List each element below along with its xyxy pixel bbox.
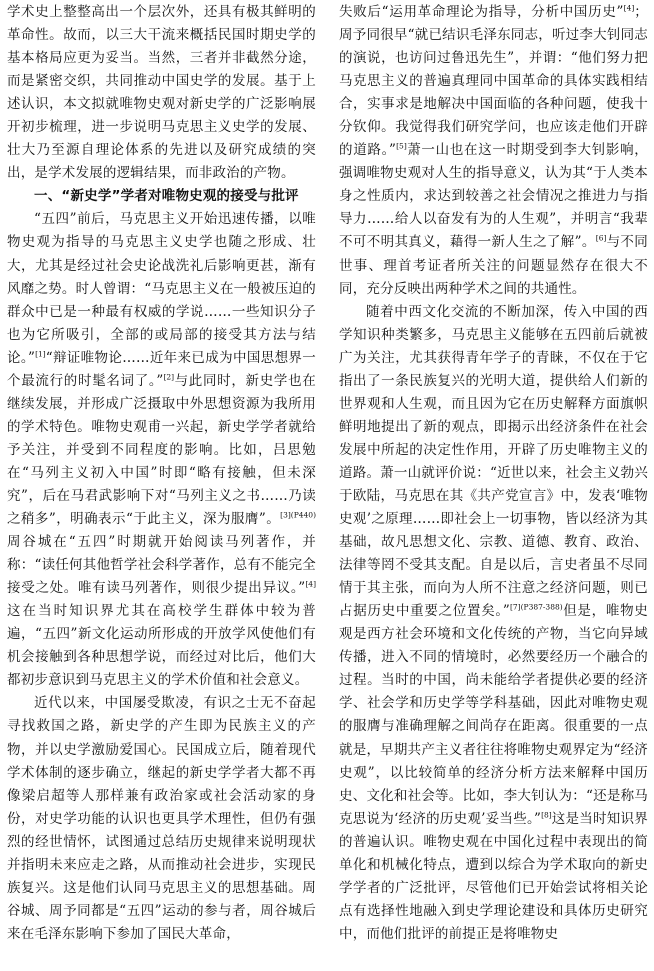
paragraph <box>339 1 648 301</box>
left-column <box>7 1 316 971</box>
text-segment: 近代以来，中国屡受欺凌，有识之士无不奋起寻找救国之路，新史学的产生即为民族主义的产物，并以史学激励爱国心。民国成立后，随着现代学术体制的逐步确立，继起的新史学学者大都不再像梁启超等人那样兼有政治家或社会活动家的身份，对史学功能的认识也更具学术理性，但仍有强烈的经世情怀，试图通过总结历史规律来说明现状并指明未来应走之路，从而推动社会进步，实现民族复兴。这是他们认同马克思主义的思想基础。周谷城、周予同都是“五四”运动的参与者，周谷城后来在毛泽东影响下参加了国民大革命， <box>7 695 316 942</box>
citation-ref: [1] <box>35 349 46 359</box>
citation-ref: [4] <box>623 3 635 13</box>
citation-ref: [6] <box>595 233 607 243</box>
text-segment: “五四”前后，马克思主义开始迅速传播，以唯物史观为指导的马克思主义史学也随之形成、壮大，尤其是经过社会史论战洗礼后影响更甚，渐有风靡之势。时人曾谓：“马克思主义在一般被压迫的群众中已是一种最有权威的学说……一些知识分子也为它所吸引，全部的或局部的接受其方法与结论。” <box>7 211 316 366</box>
right-column <box>339 1 648 971</box>
text-segment: 但是，唯物史观是西方社会环境和文化传统的产物，当它向异域传播，进入不同的情境时，必然要经历一个融合的过程。当时的中国，尚未能给学者提供必要的经济学、社会学和历史学等学科基础，因此对唯物史观的服膺与准确理解之间尚存在距离。很重要的一点就是，早期共产主义者往往将唯物史观界定为“经济史观”，以比较简单的经济分析方法来解释中国历史、文化和社会等。比如，李大钊认为：“还是称马克思说为‘经济的历史观’妥当些。” <box>339 603 648 827</box>
text-segment: “辩证唯物论……近年来已成为中国思想界一个最流行的时髦名词了。” <box>7 349 316 389</box>
citation-ref: [2] <box>163 372 175 382</box>
citation-ref: [5] <box>396 141 407 151</box>
text-segment: 与不同世事、理首考证者所关注的问题显然存在很大不同，充分反映出两种学术之间的共通性。 <box>339 234 648 297</box>
text-segment: 这是当时知识界的普遍认识。唯物史观在中国化过程中表现出的简单化和机械化特点，遭到以综合为学术取向的新史学学者的广泛批评，尽管他们已开始尝试将相关论点有选择性地融入到史学理论建设和具体历史研究中，而他们批评的前提正是将唯物史 <box>339 810 648 942</box>
paragraph <box>7 692 316 946</box>
text-segment: 周谷城在“五四”时期就开始阅读马列著作，并称：“读任何其他哲学社会科学著作，总有不能完全接受之处。唯有读马列著作，则很少提出异议。” <box>7 534 316 597</box>
text-segment: 萧一山也在这一时期受到李大钊影响，强调唯物史观对人生的指导意义，认为其“于人类本身之性质内，求达到较善之社会情况之推进力与指导力……给人以奋发有为的人生观”，并明言“我辈不可不明其真义，藉得一新人生之了解”。 <box>339 142 648 251</box>
text-segment: 学术史上整整高出一个层次外，还具有极其鲜明的革命性。故而，以三大干流来概括民国时期史学的基本格局应更为妥当。当然，三者并非截然分途，而是紧密交织，共同推动中国史学的发展。基于上述认识，本文拟就唯物史观对新史学的广泛影响展开初步梳理，进一步说明马克思主义史学的发展、壮大乃至源自理论体系的先进以及研究成绩的突出，是学术发展的逻辑结果，而非政治的产物。 <box>7 4 316 182</box>
paragraph <box>7 1 316 185</box>
paragraph <box>7 208 316 692</box>
text-segment: 随着中西文化交流的不断加深，传入中国的西学知识种类繁多，马克思主义能够在五四前后就被广为关注，尤其获得青年学子的青睐，不仅在于它指出了一条民族复兴的光明大道，提供给人们新的世界观和人生观，而且因为它在历史解释方面旗帜鲜明地提出了新的观点，即揭示出经济条件在社会发展中所起的决定性作用，开辟了历史唯物主义的道路。萧一山就评价说：“近世以来，社会主义勃兴于欧陆，马克思在其《共产党宣言》中，发表‘唯物史观’之原理……即社会上一切事物，皆以经济为其基础，故凡思想文化、宗教、道德、教育、政治、法律等罔不受其支配。自是以后，言史者虽不尽同情于其主张，而向为人所不注意之经济问题，则已占据历史中重要之位置矣。” <box>339 303 648 620</box>
citation-ref: [8] <box>541 810 552 820</box>
citation-ref: [7](P387-388) <box>509 602 563 612</box>
text-segment: 与此同时，新史学也在继续发展，并形成广泛摄取中外思想资源为我所用的学术特色。唯物史观甫一兴起，新史学学者就给予关注，并受到不同程度的影响。比如，吕思勉在“马列主义初入中国”时即“略有接触，但未深究”，后在马君武影响下对“马列主义之书……乃读之稍多”，明确表示“于此主义，深为服膺”。 <box>7 372 316 528</box>
paragraph <box>339 301 648 946</box>
text-segment: 这在当时知识界尤其在高校学生群体中较为普遍，“五四”新文化运动所形成的开放学风使他们有机会接触到各种思想学说，而经过对比后，他们大都初步意识到马克思主义的学术价值和社会意义。 <box>7 603 316 689</box>
section-heading: 一、“新史学”学者对唯物史观的接受与批评 <box>34 188 299 205</box>
citation-ref: [4] <box>305 579 316 589</box>
citation-ref: [3](P440) <box>280 510 316 520</box>
text-segment: 失败后“运用革命理论为指导，分析中国历史” <box>339 4 624 20</box>
text-segment: ；周予同很早“就已结识毛泽东同志，听过李大钊同志的演说，也访问过鲁迅先生”，并谓：“他们努力把马克思主义的普遍真理同中国革命的具体实践相结合，实事求是地解决中国面临的各种问题，使我十分钦仰。我觉得我们研究学问，也应该走他们开辟的道路。” <box>339 4 648 159</box>
